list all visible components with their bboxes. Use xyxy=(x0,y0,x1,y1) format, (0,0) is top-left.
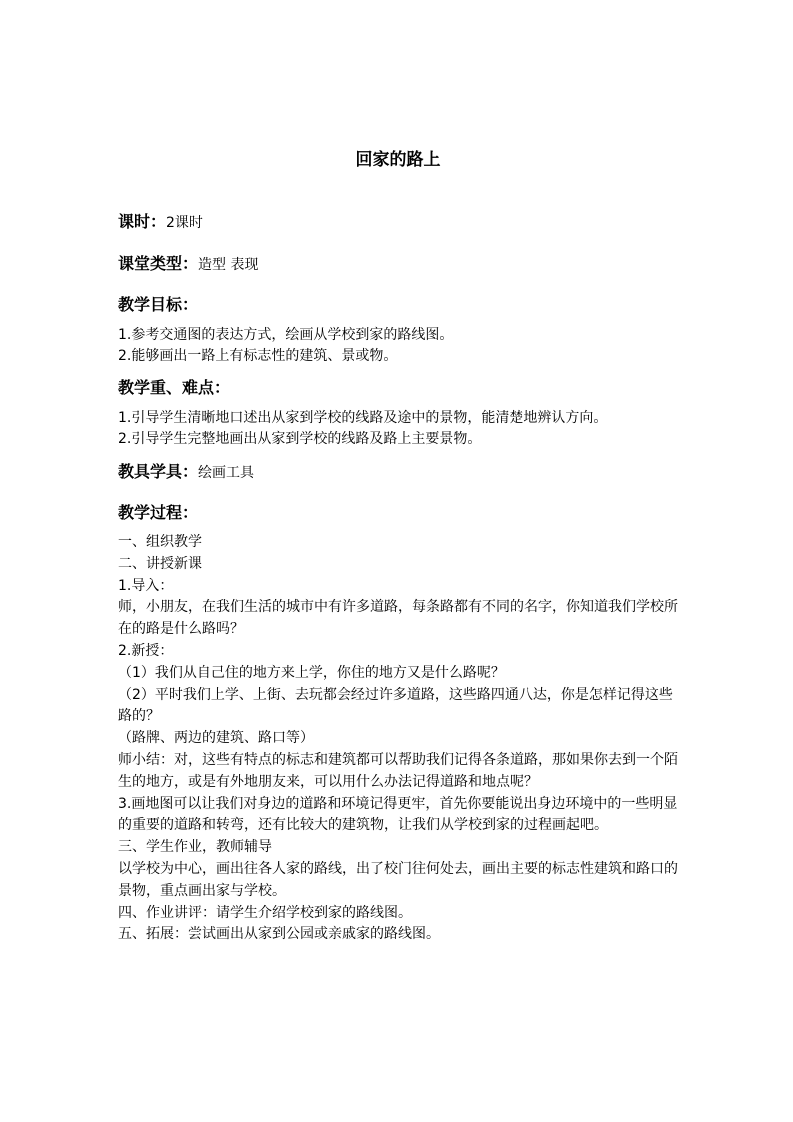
process-paragraph: 五、拓展：尝试画出从家到公园或亲戚家的路线图。 xyxy=(118,926,440,943)
process-paragraph: 师，小朋友，在我们生活的城市中有许多道路，每条路都有不同的名字，你知道我们学校所在的路是什么路吗？ xyxy=(118,599,678,638)
document-title: 回家的路上 xyxy=(355,150,441,170)
class-hours-field xyxy=(118,210,203,235)
class-hours-value: 2课时 xyxy=(166,215,203,231)
class-type-label: 课堂类型： xyxy=(118,254,199,273)
process-paragraph: 以学校为中心，画出往各人家的路线，出了校门往何处去，画出主要的标志性建筑和路口的景物，重点画出家与学校。 xyxy=(118,860,678,899)
process-paragraph: 2.新授： xyxy=(118,642,174,659)
tools-label: 教具学具： xyxy=(118,462,199,481)
process-paragraph: 1.导入： xyxy=(118,577,174,594)
process-paragraph: 二、讲授新课 xyxy=(118,555,202,572)
key-point-item: 1.引导学生清晰地口述出从家到学校的线路及途中的景物，能清楚地辨认方向。 xyxy=(118,410,608,426)
tools-field xyxy=(118,460,254,485)
key-points-list xyxy=(118,408,678,450)
class-hours-label: 课时： xyxy=(118,212,167,231)
key-points-heading: 教学重、难点： xyxy=(118,378,231,397)
process-paragraph: 三、学生作业，教师辅导 xyxy=(118,839,272,856)
objectives-heading: 教学目标： xyxy=(118,295,199,314)
process-heading: 教学过程： xyxy=(118,503,199,522)
tools-value: 绘画工具 xyxy=(198,465,255,481)
process-paragraph: 师小结：对，这些有特点的标志和建筑都可以帮助我们记得各条道路，那如果你去到一个陌生的地方，或是有外地朋友来，可以用什么办法记得道路和地点呢？ xyxy=(118,751,678,790)
objectives-list xyxy=(118,325,678,367)
objective-item: 2.能够画出一路上有标志性的建筑、景或物。 xyxy=(118,348,398,364)
objective-item: 1.参考交通图的表达方式，绘画从学校到家的路线图。 xyxy=(118,327,454,343)
process-paragraph: 四、作业讲评：请学生介绍学校到家的路线图。 xyxy=(118,904,412,921)
process-paragraph: （路牌、两边的建筑、路口等） xyxy=(118,730,314,747)
process-paragraph: 一、组织教学 xyxy=(118,534,202,550)
class-type-value: 造型 表现 xyxy=(198,257,259,273)
process-paragraph: （1）我们从自己住的地方来上学，你住的地方又是什么路呢？ xyxy=(118,664,505,681)
process-paragraph: 3.画地图可以让我们对身边的道路和环境记得更牢，首先你要能说出身边环境中的一些明显的重要的道路和转弯，还有比较大的建筑物，让我们从学校到家的过程画起吧。 xyxy=(118,795,678,834)
process-paragraph: （2）平时我们上学、上街、去玩都会经过许多道路，这些路四通八达，你是怎样记得这些路的？ xyxy=(118,686,673,725)
key-point-item: 2.引导学生完整地画出从家到学校的线路及路上主要景物。 xyxy=(118,431,482,447)
process-body xyxy=(118,532,678,946)
class-type-field xyxy=(118,252,258,277)
